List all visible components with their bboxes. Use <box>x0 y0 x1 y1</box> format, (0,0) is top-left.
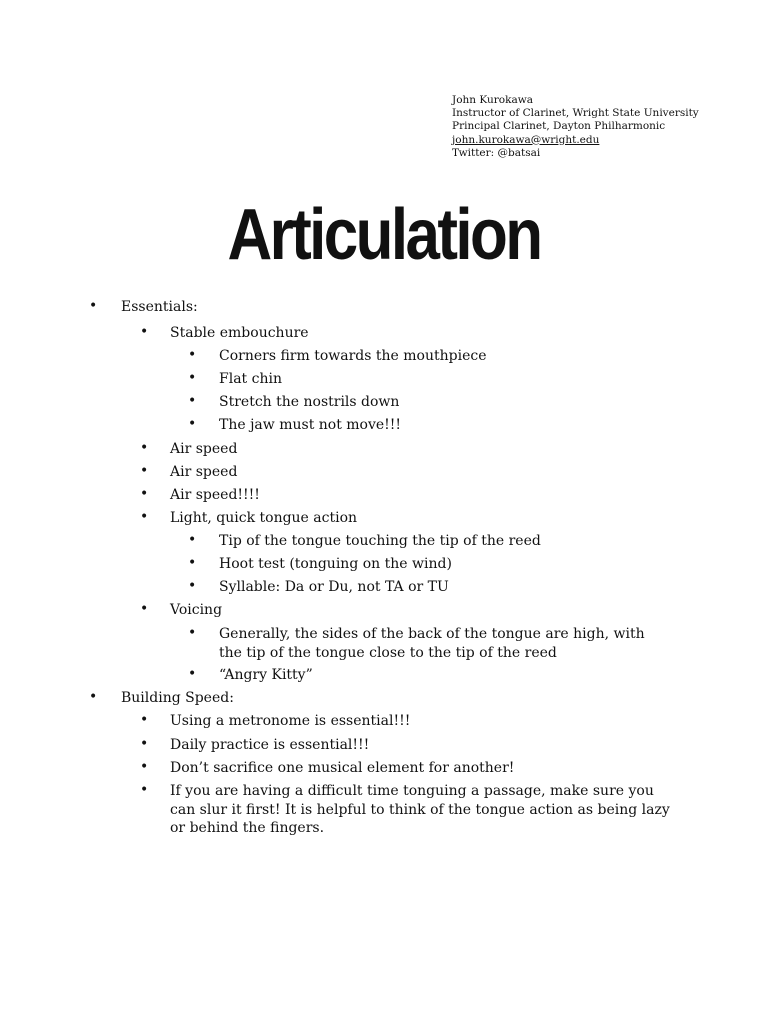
list-item-text: Generally, the sides of the back of the tongue are high, with the tip of the tongue close to the tip of the reed <box>219 626 645 661</box>
author-header <box>452 94 699 160</box>
list-item-text: Building Speed: <box>121 690 234 706</box>
bullet: • <box>188 666 197 682</box>
list-item-text: Stable embouchure <box>170 325 309 341</box>
list-item-text: Using a metronome is essential!!! <box>170 713 411 729</box>
bullet: • <box>188 555 197 571</box>
list-item-text: Tip of the tongue touching the tip of the reed <box>219 533 541 549</box>
bullet: • <box>188 578 197 594</box>
page-title: Articulation <box>227 195 541 275</box>
bullet: • <box>140 440 149 456</box>
list-item-text: Flat chin <box>219 371 282 387</box>
list-item-text: Syllable: Da or Du, not TA or TU <box>219 579 449 595</box>
author-twitter: Twitter: @batsai <box>452 146 541 159</box>
bullet: • <box>188 393 197 409</box>
author-name: John Kurokawa <box>452 94 533 106</box>
bullet: • <box>140 601 149 617</box>
bullet: • <box>89 298 98 314</box>
bullet: • <box>140 324 149 340</box>
bullet: • <box>140 509 149 525</box>
bullet: • <box>188 625 197 641</box>
bullet: • <box>140 486 149 502</box>
bullet: • <box>188 347 197 363</box>
author-email-link[interactable]: john.kurokawa@wright.edu <box>452 133 600 146</box>
list-item-text: Air speed <box>170 464 238 480</box>
author-role-university: Instructor of Clarinet, Wright State University <box>452 107 699 120</box>
list-item-text: Don’t sacrifice one musical element for another! <box>170 760 515 776</box>
list-item-text: Voicing <box>170 602 223 618</box>
bullet: • <box>188 532 197 548</box>
bullet: • <box>140 712 149 728</box>
list-item-text: Hoot test (tonguing on the wind) <box>219 556 452 572</box>
list-item-text: Corners firm towards the mouthpiece <box>219 348 487 364</box>
list-item-text: Essentials: <box>121 299 198 315</box>
list-item-text: Air speed!!!! <box>170 487 260 503</box>
bullet: • <box>140 759 149 775</box>
bullet: • <box>188 416 197 432</box>
bullet: • <box>140 736 149 752</box>
author-role-philharmonic: Principal Clarinet, Dayton Philharmonic <box>452 120 666 133</box>
bullet: • <box>89 689 98 705</box>
list-item-text: Air speed <box>170 441 238 457</box>
list-item-text: “Angry Kitty” <box>219 667 313 683</box>
list-item-text: The jaw must not move!!! <box>219 417 402 433</box>
bullet: • <box>188 370 197 386</box>
bullet: • <box>140 782 149 798</box>
bullet: • <box>140 463 149 479</box>
list-item-text: Daily practice is essential!!! <box>170 737 370 753</box>
list-item-text: If you are having a difficult time tonguing a passage, make sure you can slur it first! It is helpful to think of the tongue action as being lazy or behind the fingers. <box>170 783 670 836</box>
list-item-text: Stretch the nostrils down <box>219 394 400 410</box>
list-item-text: Light, quick tongue action <box>170 510 358 526</box>
